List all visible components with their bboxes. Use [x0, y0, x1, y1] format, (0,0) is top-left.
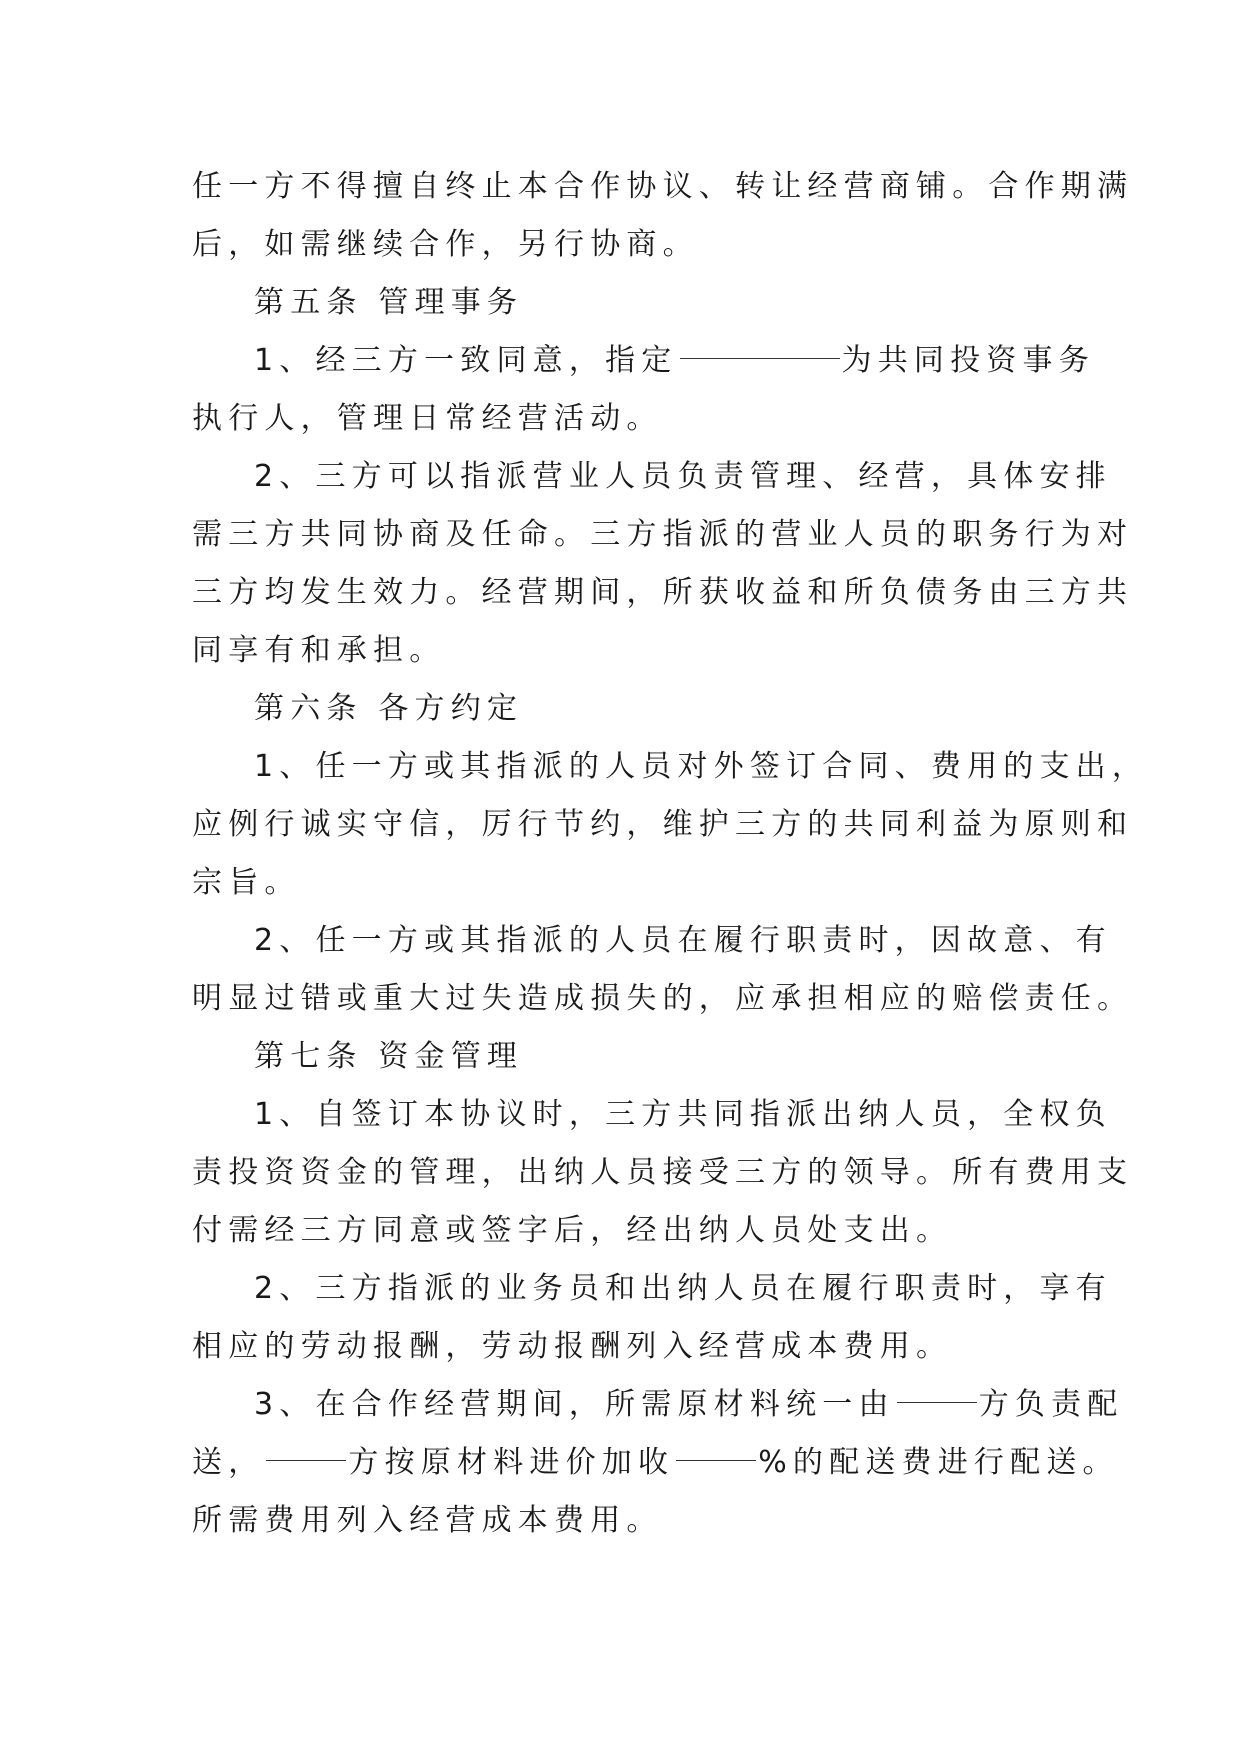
fill-in-blank[interactable] [680, 332, 840, 359]
paragraph-line: 1、任一方或其指派的人员对外签订合同、费用的支出， [254, 749, 1149, 784]
paragraph-line: 2、任一方或其指派的人员在履行职责时，因故意、有 [254, 923, 1112, 958]
paragraph-line: 后，如需继续合作，另行协商。 [192, 227, 699, 262]
paragraph-line: 任一方不得擅自终止本合作协议、转让经营商铺。合作期满 [192, 169, 1134, 204]
paragraph-line: 2、三方可以指派营业人员负责管理、经营，具体安排 [254, 459, 1112, 494]
paragraph-line: 相应的劳动报酬，劳动报酬列入经营成本费用。 [192, 1329, 953, 1364]
paragraph-line: 应例行诚实守信，厉行节约，维护三方的共同利益为原则和 [192, 807, 1134, 842]
paragraph-line: 所需费用列入经营成本费用。 [192, 1503, 663, 1538]
paragraph-line: 同享有和承担。 [192, 633, 446, 668]
paragraph-line: 付需经三方同意或签字后，经出纳人员处支出。 [192, 1213, 953, 1248]
article-heading: 第六条 各方约定 [254, 691, 524, 726]
paragraph-line [192, 1434, 1119, 1492]
paragraph-line [192, 1376, 1124, 1434]
clause-text: 3、在合作经营期间，所需原材料统一由 [254, 1387, 895, 1422]
clause-text: 方按原材料进价加收 [348, 1445, 675, 1480]
article-heading: 第五条 管理事务 [254, 285, 524, 320]
paragraph-line: 需三方共同协商及任命。三方指派的营业人员的职务行为对 [192, 517, 1134, 552]
fill-in-blank[interactable] [676, 1434, 756, 1461]
paragraph-line: 三方均发生效力。经营期间，所获收益和所负债务由三方共 [192, 575, 1134, 610]
paragraph-line [192, 332, 1095, 390]
paragraph-line: 明显过错或重大过失造成损失的，应承担相应的赔偿责任。 [192, 981, 1134, 1016]
paragraph-line: 1、自签订本协议时，三方共同指派出纳人员，全权负 [254, 1097, 1112, 1132]
clause-text: 方负责配 [978, 1387, 1124, 1422]
document-body [192, 158, 1149, 1550]
clause-text: 为共同投资事务 [841, 343, 1095, 378]
clause-text: 1、经三方一致同意，指定 [254, 343, 678, 378]
fill-in-blank[interactable] [897, 1376, 977, 1403]
paragraph-line: 宗旨。 [192, 865, 301, 900]
fill-in-blank[interactable] [266, 1434, 346, 1461]
clause-text: 送， [192, 1445, 265, 1480]
article-heading: 第七条 资金管理 [254, 1039, 524, 1074]
paragraph-line: 2、三方指派的业务员和出纳人员在履行职责时，享有 [254, 1271, 1112, 1306]
paragraph-line: 责投资资金的管理，出纳人员接受三方的领导。所有费用支 [192, 1155, 1134, 1190]
clause-text: %的配送费进行配送。 [758, 1445, 1119, 1480]
paragraph-line: 执行人，管理日常经营活动。 [192, 401, 663, 436]
